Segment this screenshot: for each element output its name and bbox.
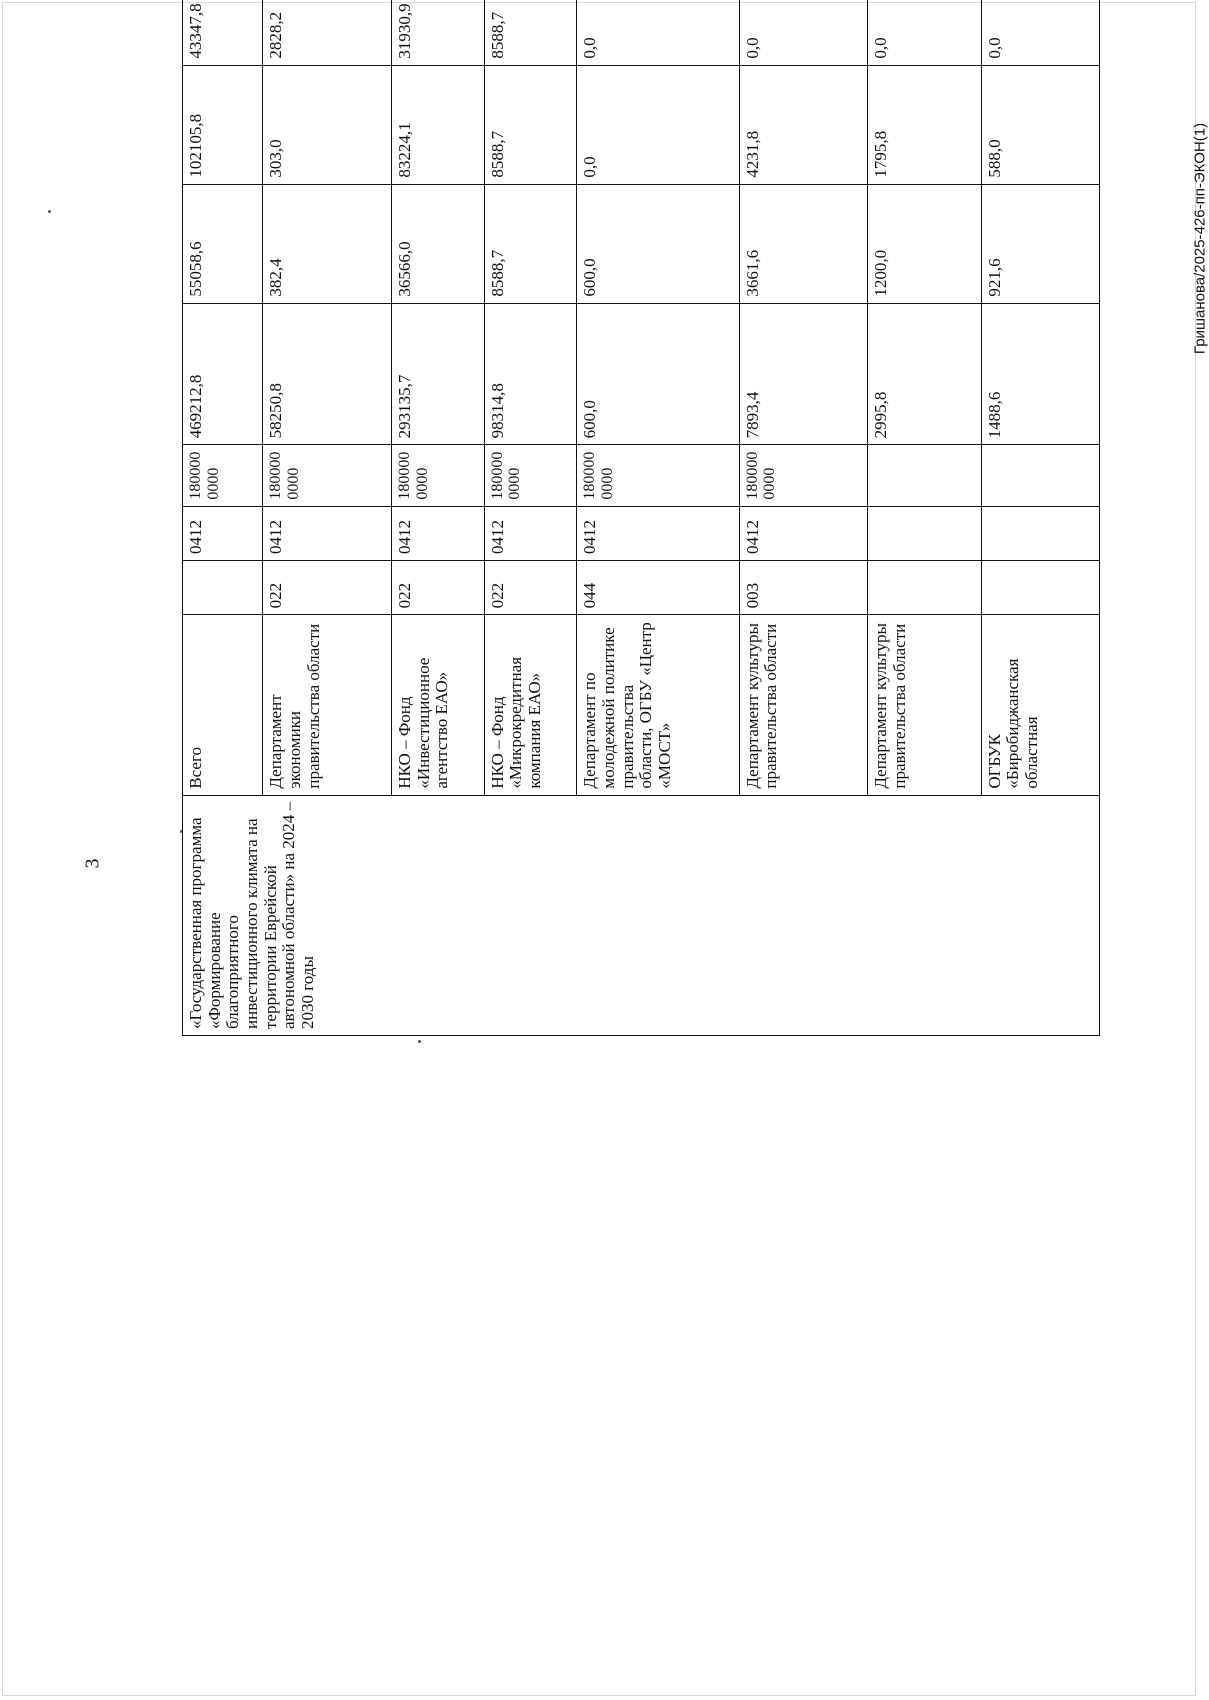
budget-table <box>182 0 1100 1036</box>
executor-cell: Департамент культуры правительства области <box>868 615 981 795</box>
amount-cell: 8588,7 <box>484 65 577 184</box>
section-code-cell: 0412 <box>263 506 392 560</box>
section-code-cell <box>981 506 1099 560</box>
executor-cell: Всего <box>183 615 263 795</box>
executor-cell: Департамент экономики правительства области <box>263 615 392 795</box>
grbs-code-cell <box>183 561 263 615</box>
target-article-cell <box>981 445 1099 506</box>
grbs-code-cell: 044 <box>577 561 740 615</box>
table-row <box>183 0 263 1036</box>
amount-cell: 8588,7 <box>484 184 577 303</box>
executor-cell: НКО – Фонд «Инвестиционное агентство ЕАО» <box>391 615 484 795</box>
amount-cell: 0,0 <box>981 0 1099 65</box>
grbs-code-cell <box>981 561 1099 615</box>
amount-cell: 4231,8 <box>739 65 868 184</box>
amount-cell: 588,0 <box>981 65 1099 184</box>
amount-cell: 31930,9 <box>391 0 484 65</box>
amount-cell: 8588,7 <box>484 0 577 65</box>
amount-cell: 600,0 <box>577 303 740 445</box>
grbs-code-cell: 022 <box>484 561 577 615</box>
amount-cell: 2828,2 <box>263 0 392 65</box>
amount-cell: 303,0 <box>263 65 392 184</box>
target-article-cell <box>868 445 981 506</box>
target-article-cell: 1800000000 <box>739 445 868 506</box>
target-article-cell: 1800000000 <box>183 445 263 506</box>
program-title-cell: «Государственная программа «Формирование благоприятного инвестиционного климата на территории Еврейской автономной области» на 2024 – 2030 годы <box>183 795 1100 1035</box>
amount-cell: 58250,8 <box>263 303 392 445</box>
amount-cell: 83224,1 <box>391 65 484 184</box>
section-code-cell: 0412 <box>183 506 263 560</box>
grbs-code-cell: 022 <box>263 561 392 615</box>
executor-cell: Департамент по молодежной политике правительства области, ОГБУ «Центр «МОСТ» <box>577 615 740 795</box>
amount-cell: 0,0 <box>868 0 981 65</box>
amount-cell: 0,0 <box>739 0 868 65</box>
document-reference: Гришанова/2025-426-пп-ЭКОН(1) <box>1191 122 1209 355</box>
target-article-cell: 1800000000 <box>484 445 577 506</box>
amount-cell: 3661,6 <box>739 184 868 303</box>
amount-cell: 102105,8 <box>183 65 263 184</box>
amount-cell: 382,4 <box>263 184 392 303</box>
amount-cell: 600,0 <box>577 184 740 303</box>
target-article-cell: 1800000000 <box>263 445 392 506</box>
section-code-cell <box>868 506 981 560</box>
amount-cell: 7893,4 <box>739 303 868 445</box>
amount-cell: 1488,6 <box>981 303 1099 445</box>
amount-cell: 2995,8 <box>868 303 981 445</box>
executor-cell: НКО – Фонд «Микрокредитная компания ЕАО» <box>484 615 577 795</box>
amount-cell: 921,6 <box>981 184 1099 303</box>
grbs-code-cell: 022 <box>391 561 484 615</box>
amount-cell: 469212,8 <box>183 303 263 445</box>
amount-cell: 55058,6 <box>183 184 263 303</box>
section-code-cell: 0412 <box>391 506 484 560</box>
amount-cell: 36566,0 <box>391 184 484 303</box>
target-article-cell: 1800000000 <box>577 445 740 506</box>
grbs-code-cell: 003 <box>739 561 868 615</box>
section-code-cell: 0412 <box>484 506 577 560</box>
target-article-cell: 1800000000 <box>391 445 484 506</box>
amount-cell: 1200,0 <box>868 184 981 303</box>
scan-speck <box>48 210 51 213</box>
amount-cell: 293135,7 <box>391 303 484 445</box>
amount-cell: 43347,8 <box>183 0 263 65</box>
executor-cell: Департамент культуры правительства области <box>739 615 868 795</box>
rotated-table-container <box>182 3 1100 1594</box>
section-code-cell: 0412 <box>577 506 740 560</box>
amount-cell: 0,0 <box>577 0 740 65</box>
section-code-cell: 0412 <box>739 506 868 560</box>
amount-cell: 1795,8 <box>868 65 981 184</box>
page-number: 3 <box>81 858 104 869</box>
grbs-code-cell <box>868 561 981 615</box>
amount-cell: 0,0 <box>577 65 740 184</box>
amount-cell: 98314,8 <box>484 303 577 445</box>
executor-cell: ОГБУК «Биробиджанская областная <box>981 615 1099 795</box>
